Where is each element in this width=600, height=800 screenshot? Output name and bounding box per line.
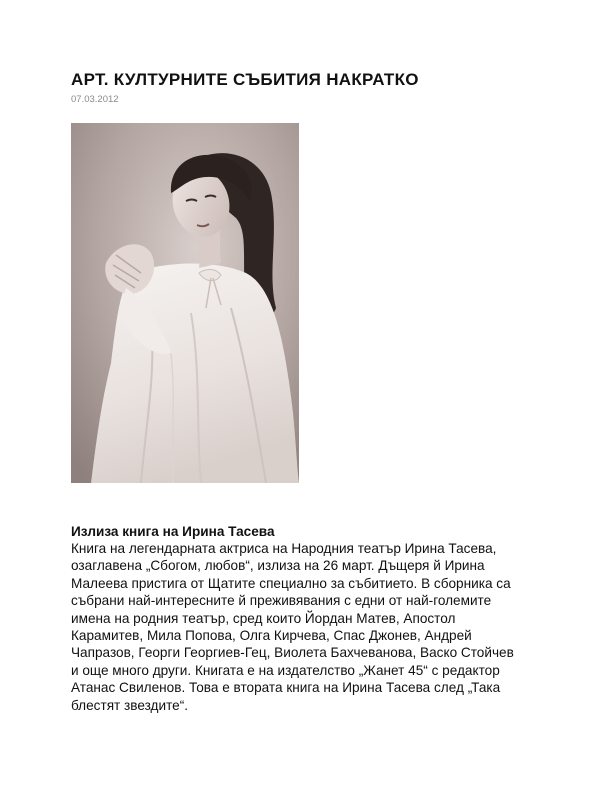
news-body: Книга на легендарната актриса на Народния театър Ирина Тасева, озаглавена „Сбогом, любов“, излиза на 26 март. Дъщеря й Ирина Малеева пристига от Щатите специално за събитието. В сборника са събрани най-интересните й преживявания с едни от най-големите имена на родния театър, сред които Йордан Матев, Апостол Карамитев, Мила Попова, Олга Кирчева, Спас Джонев, Андрей Чапразов, Георги Георгиев-Гец, Виолета Бахчеванова, Васко Стойчев и още много други. Книгата е на издателство „Жанет 45“ с редактор Атанас Свиленов. Това е втората книга на Ирина Тасева след „Така блестят звездите“. bbox=[71, 541, 514, 713]
news-headline: Излиза книга на Ирина Тасева bbox=[71, 524, 275, 539]
news-item bbox=[71, 523, 541, 714]
actress-photo-image bbox=[71, 123, 299, 483]
article-date: 07.03.2012 bbox=[71, 94, 119, 105]
actress-photo bbox=[71, 123, 299, 483]
article bbox=[71, 70, 541, 714]
article-title: АРТ. КУЛТУРНИТЕ СЪБИТИЯ НАКРАТКО bbox=[71, 70, 419, 89]
